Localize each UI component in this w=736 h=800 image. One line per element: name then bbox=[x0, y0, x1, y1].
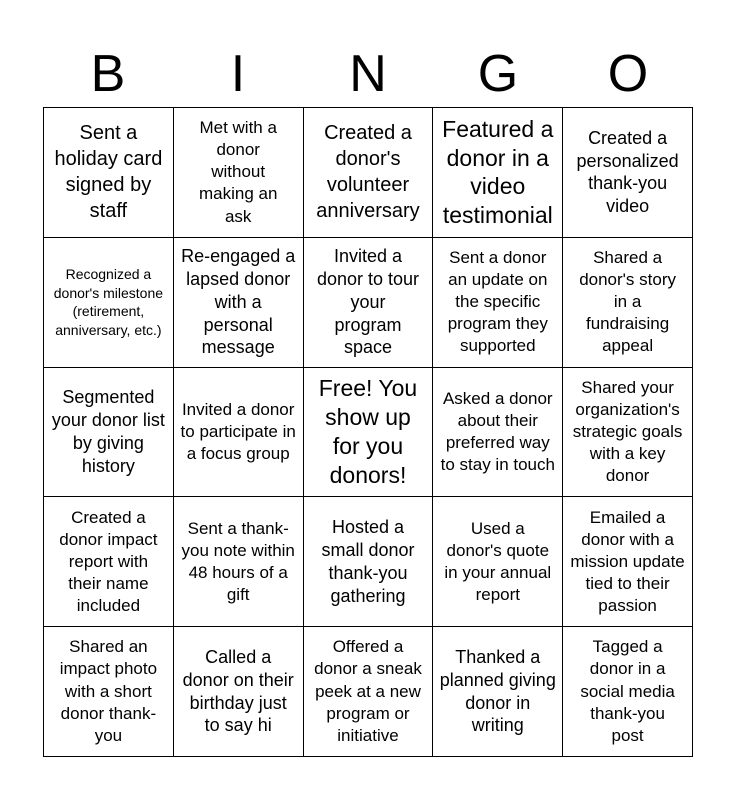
bingo-cell-r3-c2[interactable] bbox=[304, 497, 434, 627]
cell-text: Re-engaged a lapsed donor with a personal message bbox=[181, 246, 296, 358]
cell-text: Thanked a planned giving donor in writing bbox=[439, 646, 556, 736]
bingo-cell-r3-c0[interactable] bbox=[44, 497, 174, 627]
bingo-cell-r0-c1[interactable] bbox=[174, 108, 304, 238]
cell-text: Created a personalized thank-you video bbox=[576, 127, 679, 217]
bingo-cell-r3-c1[interactable] bbox=[174, 497, 304, 627]
bingo-cell-r4-c0[interactable] bbox=[44, 627, 174, 757]
cell-text: Featured a donor in a video testimonial bbox=[442, 115, 554, 229]
bingo-cell-r2-c2[interactable] bbox=[304, 368, 434, 498]
cell-text: Created a donor impact report with their name included bbox=[59, 507, 158, 615]
cell-text: Invited a donor to participate in a focus group bbox=[180, 399, 296, 464]
bingo-cell-r2-c4[interactable] bbox=[563, 368, 693, 498]
free-space-text: Free! You show up for you donors! bbox=[318, 375, 418, 488]
cell-text: Sent a donor an update on the specific program they supported bbox=[447, 247, 548, 356]
cell-text: Sent a thank-you note within 48 hours of a gift bbox=[181, 518, 295, 604]
cell-text: Emailed a donor with a mission update tied to their passion bbox=[570, 507, 685, 615]
bingo-cell-r1-c1[interactable] bbox=[174, 238, 304, 368]
cell-text: Shared an impact photo with a short donor thank-you bbox=[59, 637, 158, 745]
bingo-cell-r4-c3[interactable] bbox=[433, 627, 563, 757]
cell-text: Hosted a small donor thank-you gathering bbox=[321, 517, 415, 606]
bingo-cell-r0-c0[interactable] bbox=[44, 108, 174, 238]
bingo-cell-r4-c1[interactable] bbox=[174, 627, 304, 757]
bingo-cell-r1-c4[interactable] bbox=[563, 238, 693, 368]
bingo-header bbox=[43, 40, 693, 108]
cell-text: Called a donor on their birthday just to say hi bbox=[182, 646, 294, 736]
cell-text: Tagged a donor in a social media thank-you post bbox=[580, 637, 675, 745]
cell-text: Invited a donor to tour your program space bbox=[316, 246, 420, 358]
bingo-cell-r0-c2[interactable] bbox=[304, 108, 434, 238]
cell-text: Asked a donor about their preferred way to stay in touch bbox=[440, 388, 555, 475]
cell-text: Met with a donor without making an ask bbox=[198, 118, 278, 226]
bingo-cell-r0-c4[interactable] bbox=[563, 108, 693, 238]
bingo-cell-r1-c3[interactable] bbox=[433, 238, 563, 368]
bingo-cell-r1-c2[interactable] bbox=[304, 238, 434, 368]
cell-text: Segmented your donor list by giving history bbox=[51, 387, 165, 476]
header-letter-g: G bbox=[477, 45, 519, 103]
bingo-cell-r4-c2[interactable] bbox=[304, 627, 434, 757]
cell-text: Shared a donor's story in a fundraising appeal bbox=[579, 247, 676, 356]
cell-text: Sent a holiday card signed by staff bbox=[54, 122, 163, 223]
cell-text: Recognized a donor's milestone (retirement, anniversary, etc.) bbox=[53, 266, 164, 338]
bingo-board bbox=[43, 107, 693, 757]
bingo-cell-r2-c0[interactable] bbox=[44, 368, 174, 498]
cell-text: Used a donor's quote in your annual report bbox=[444, 518, 552, 604]
bingo-cell-r1-c0[interactable] bbox=[44, 238, 174, 368]
header-letter-b: B bbox=[90, 45, 126, 103]
cell-text: Shared your organization's strategic goals with a key donor bbox=[572, 377, 683, 486]
bingo-cell-r4-c4[interactable] bbox=[563, 627, 693, 757]
header-letter-i: I bbox=[230, 45, 246, 103]
cell-text: Offered a donor a sneak peek at a new program or initiative bbox=[314, 637, 422, 745]
bingo-cell-r2-c3[interactable] bbox=[433, 368, 563, 498]
header-letter-n: N bbox=[349, 45, 387, 103]
cell-text: Created a donor's volunteer anniversary bbox=[316, 122, 420, 223]
header-letter-o: O bbox=[607, 45, 649, 103]
bingo-cell-r2-c1[interactable] bbox=[174, 368, 304, 498]
bingo-cell-r3-c3[interactable] bbox=[433, 497, 563, 627]
bingo-cell-r3-c4[interactable] bbox=[563, 497, 693, 627]
bingo-cell-r0-c3[interactable] bbox=[433, 108, 563, 238]
